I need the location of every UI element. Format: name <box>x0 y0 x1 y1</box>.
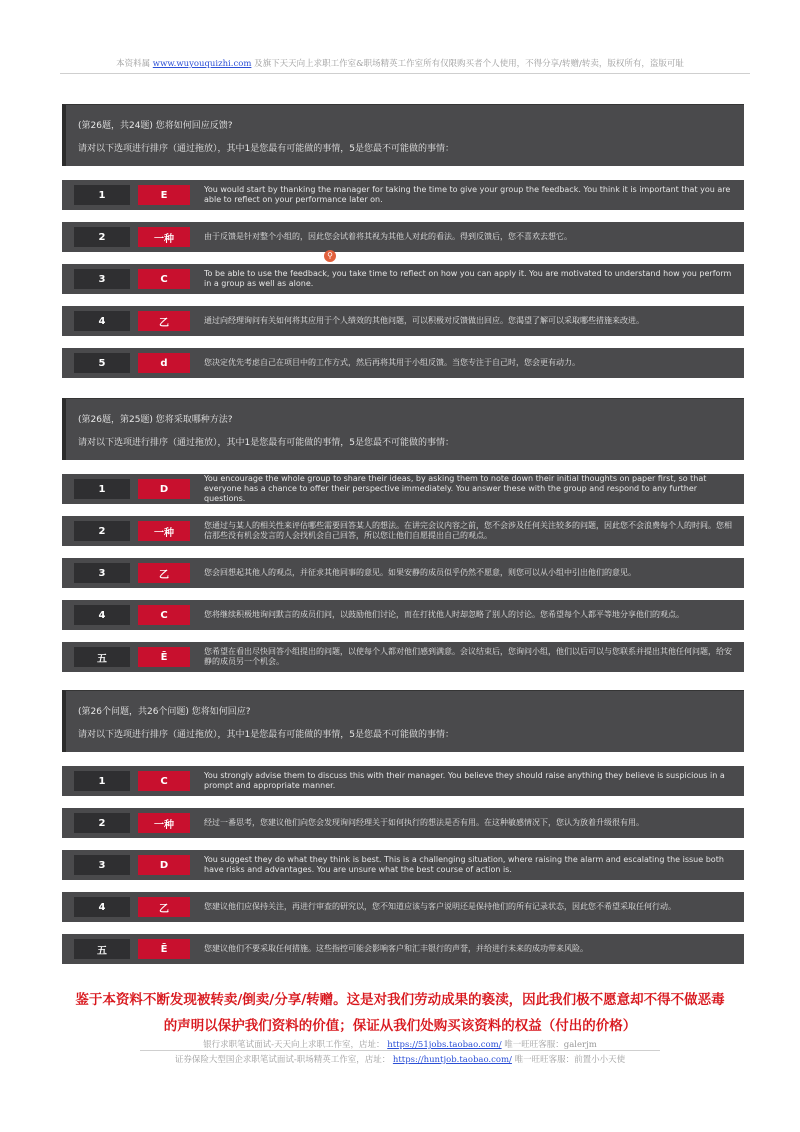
rank-number: 2 <box>74 227 130 247</box>
rank-number: 2 <box>74 521 130 541</box>
option-text: You would start by thanking the manager for taking the time to give your group the feedback. You think it is important that you are able to reflect on your performance later on. <box>204 185 731 204</box>
option-text: 您将继续积极地询问默言的成员们问，以鼓励他们讨论，而在打扰他人时却忽略了别人的讨论。您希望每个人都平等地分享他们的观点。 <box>204 610 684 619</box>
option-text: 您希望在看出尽快回答小组提出的问题，以使每个人都对他们感到满意。会议结束后，您询问小组，他们以后可以与您联系并提出其他任何问题，给安静的成员另一个机会。 <box>204 647 732 666</box>
question-section-1 <box>62 104 744 369</box>
option-letter: 乙 <box>138 311 190 331</box>
option-letter: D <box>138 855 190 875</box>
rank-number: 4 <box>74 311 130 331</box>
option-text: 您会回想起其他人的观点，并征求其他同事的意见。如果安静的成员似乎仍然不愿意，则您可以从小组中引出他们的意见。 <box>204 568 636 577</box>
option-letter: 一种 <box>138 227 190 247</box>
option-letter: d <box>138 353 190 373</box>
option-letter: 乙 <box>138 563 190 583</box>
option-text: 您通过与某人的相关性来评估哪些需要回答某人的想法。在讲完会议内容之前，您不会涉及任何关注较多的问题，因此您不会浪费每个人的时间。您相信那些没有机会发言的人会找机会自己回答，所以您让他们自愿提出自己的观点。 <box>204 521 732 540</box>
ranking-option[interactable] <box>62 642 744 672</box>
option-text: 您建议他们应保持关注，再进行审查的研究以，您不知道应该与客户说明还是保持他们的所有记录状态，因此您不希望采取任何行动。 <box>204 902 676 911</box>
question-header <box>62 398 744 460</box>
rank-number: 1 <box>74 771 130 791</box>
rank-number: 3 <box>74 563 130 583</box>
option-text: You strongly advise them to discuss this with their manager. You believe they should raise anything they believe is suspicious in a prompt and appropriate manner. <box>204 771 725 790</box>
option-text: To be able to use the feedback, you take time to reflect on how you can apply it. You are motivated to understand how you perform in a group as well as alone. <box>204 269 732 288</box>
option-text: 您决定优先考虑自己在项目中的工作方式，然后再将其用于小组反馈。当您专注于自己时，您会更有动力。 <box>204 358 580 367</box>
question-title: (第26个问题，共26个问题) 您将如何回应? <box>78 707 251 717</box>
rank-number: 2 <box>74 813 130 833</box>
ranking-option[interactable] <box>62 892 744 922</box>
footer-prefix: 证券保险大型国企求职笔试面试-职场精英工作室，店址： <box>174 1055 391 1065</box>
question-instruction: 请对以下选项进行排序（通过拖放），其中1是您最有可能做的事情，5是您最不可能做的事情： <box>78 144 454 154</box>
ranking-option[interactable] <box>62 306 744 336</box>
rank-number: 五 <box>74 647 130 667</box>
rank-number: 4 <box>74 897 130 917</box>
ranking-option[interactable] <box>62 180 744 210</box>
option-letter: D <box>138 479 190 499</box>
option-letter: E <box>138 185 190 205</box>
ranking-option[interactable] <box>62 600 744 630</box>
question-section-3 <box>62 690 744 957</box>
search-icon: ⚲ <box>324 250 336 262</box>
ranking-option[interactable] <box>62 766 744 796</box>
footer-shop-link-2[interactable]: https://huntjob.taobao.com/ <box>392 1055 512 1065</box>
ranking-option[interactable] <box>62 934 744 964</box>
option-letter: C <box>138 771 190 791</box>
footer-shop-link-1[interactable]: https://51jobs.taobao.com/ <box>387 1040 502 1050</box>
rank-number: 4 <box>74 605 130 625</box>
rank-number: 1 <box>74 185 130 205</box>
footer-prefix: 银行求职笔试面试-天天向上求职工作室，店址： <box>203 1040 385 1050</box>
option-text: You suggest they do what they think is best. This is a challenging situation, where raising the alarm and escalating the issue both have risks and advantages. You are unsure what the best course of action is. <box>204 855 724 874</box>
question-section-2 <box>62 398 744 666</box>
footer-suffix: 唯一旺旺客服：前置小小天使 <box>514 1055 626 1065</box>
ranking-option[interactable] <box>62 808 744 838</box>
header-prefix: 本资料属 <box>116 59 151 69</box>
option-letter: Ē <box>138 647 190 667</box>
ranking-option[interactable] <box>62 474 744 504</box>
question-instruction: 请对以下选项进行排序（通过拖放），其中1是您最有可能做的事情，5是您最不可能做的事情： <box>78 438 454 448</box>
warning-notice-line-1: 鉴于本资料不断发现被转卖/倒卖/分享/转赠。这是对我们劳动成果的亵渎，因此我们极不愿意却不得不做恶毒 <box>75 992 725 1008</box>
ranking-option[interactable] <box>62 850 744 880</box>
rank-number: 3 <box>74 855 130 875</box>
ranking-option[interactable] <box>62 516 744 546</box>
header-site-link[interactable]: www.wuyouquizhi.com <box>152 59 252 69</box>
question-instruction: 请对以下选项进行排序（通过拖放），其中1是您最有可能做的事情，5是您最不可能做的事情： <box>78 730 454 740</box>
copyright-header <box>40 57 760 69</box>
ranking-option[interactable] <box>62 348 744 378</box>
option-text: 通过向经理询问有关如何将其应用于个人绩效的其他问题，可以积极对反馈做出回应。您渴望了解可以采取哪些措施来改进。 <box>204 316 644 325</box>
option-letter: 一种 <box>138 521 190 541</box>
option-letter: 乙 <box>138 897 190 917</box>
header-divider <box>60 73 750 74</box>
question-title: (第26题，第25题) 您将采取哪种方法? <box>78 415 233 425</box>
rank-number: 1 <box>74 479 130 499</box>
option-text: You encourage the whole group to share their ideas, by asking them to note down their initial thoughts on paper first, so that everyone has a chance to offer their perspective immediately. You answer these with the group and respond to any further questions. <box>204 474 707 503</box>
footer-line-2 <box>40 1053 760 1065</box>
option-text: 经过一番思考，您建议他们向您会发现询问经理关于如何执行的想法是否有用。在这种敏感情况下，您认为放着升级很有用。 <box>204 818 644 827</box>
footer-divider <box>140 1050 660 1051</box>
rank-number: 五 <box>74 939 130 959</box>
footer-suffix: 唯一旺旺客服：galerjm <box>504 1040 597 1050</box>
option-text: 您建议他们不要采取任何措施。这些指控可能会影响客户和汇丰银行的声誉，并给进行未来的成功带来风险。 <box>204 944 588 953</box>
option-letter: 一种 <box>138 813 190 833</box>
option-letter: Ē <box>138 939 190 959</box>
rank-number: 3 <box>74 269 130 289</box>
footer-line-1 <box>40 1038 760 1050</box>
option-letter: C <box>138 605 190 625</box>
ranking-option[interactable] <box>62 264 744 294</box>
ranking-option[interactable] <box>62 222 744 252</box>
header-suffix: 及旗下天天向上求职工作室&职场精英工作室所有仅限购买者个人使用，不得分享/转赠/转卖，版权所有，盗版可耻 <box>254 59 684 69</box>
option-text: 由于反馈是针对整个小组的，因此您会试着将其视为其他人对此的看法。得到反馈后，您不喜欢去想它。 <box>204 232 572 241</box>
ranking-option[interactable] <box>62 558 744 588</box>
rank-number: 5 <box>74 353 130 373</box>
question-header <box>62 690 744 752</box>
question-title: (第26题，共24题) 您将如何回应反馈? <box>78 121 233 131</box>
question-header <box>62 104 744 166</box>
option-letter: C <box>138 269 190 289</box>
warning-notice-line-2: 的声明以保护我们资料的价值；保证从我们处购买该资料的权益（付出的价格） <box>163 1018 637 1034</box>
